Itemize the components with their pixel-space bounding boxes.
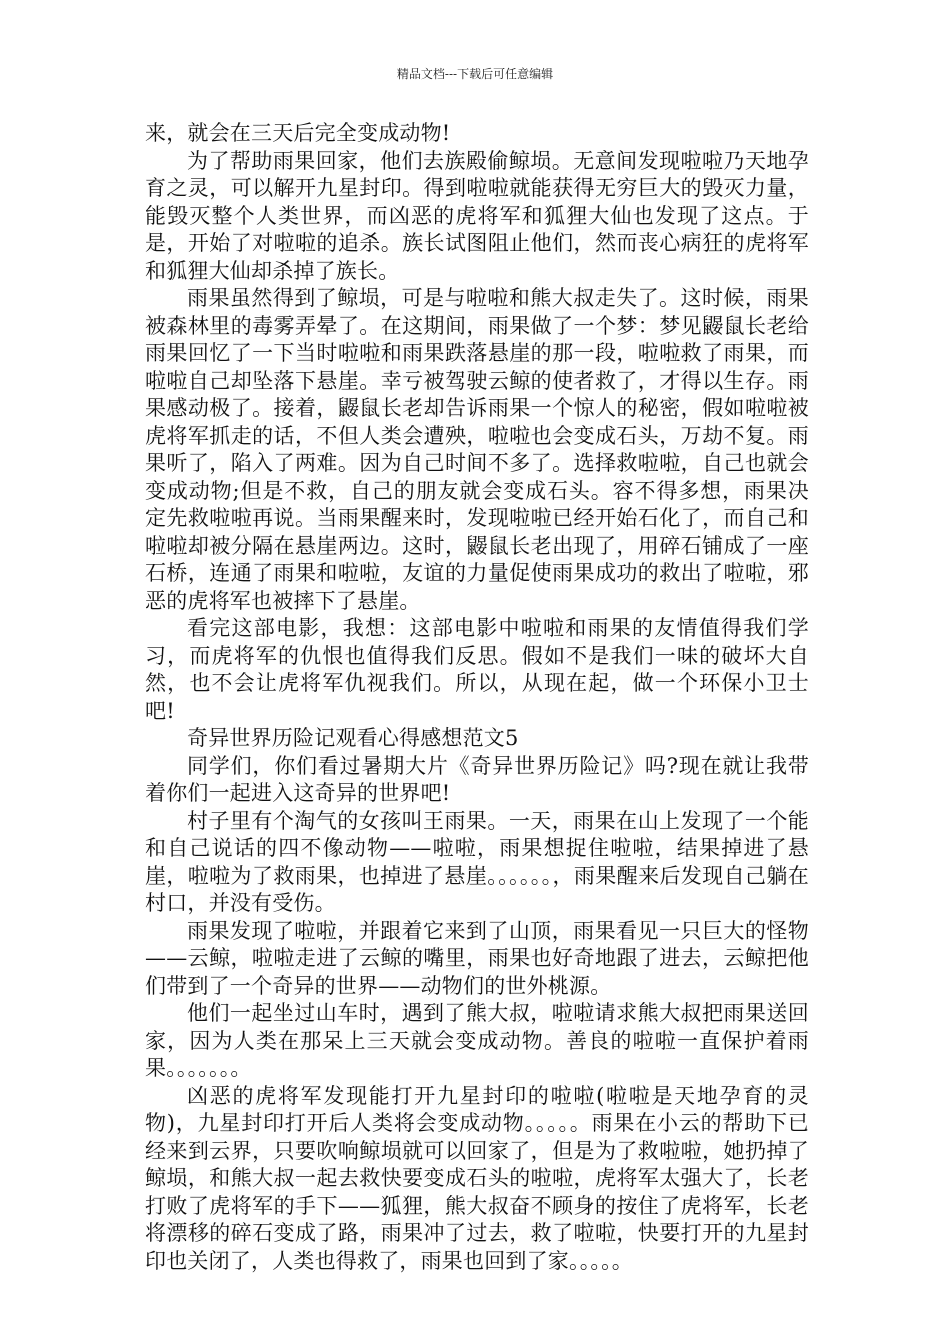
paragraph: 凶恶的虎将军发现能打开九星封印的啦啦(啦啦是天地孕育的灵物)，九星封印打开后人类将会变成动物。。。。。雨果在小云的帮助下已经来到云界，只要吹响鲸埙就可以回家了，但是为了救啦啦，她扔掉了鲸埙，和熊大叔一起去救快要变成石头的啦啦，虎将军太强大了，长老打败了虎将军的手下——狐狸，熊大叔奋不顾身的按住了虎将军，长老将漂移的碎石变成了路，雨果冲了过去，救了啦啦，快要打开的九星封印也关闭了，人类也得救了，雨果也回到了家。。。。。 bbox=[145, 1083, 809, 1273]
paragraph: 雨果发现了啦啦，并跟着它来到了山顶，雨果看见一只巨大的怪物——云鲸，啦啦走进了云鲸的嘴里，雨果也好奇地跟了进去，云鲸把他们带到了一个奇异的世界——动物们的世外桃源。 bbox=[145, 918, 809, 998]
paragraph: 雨果虽然得到了鲸埙，可是与啦啦和熊大叔走失了。这时候，雨果被森林里的毒雾弄晕了。在这期间，雨果做了一个梦：梦见鼹鼠长老给雨果回忆了一下当时啦啦和雨果跌落悬崖的那一段，啦啦救了雨果，而啦啦自己却坠落下悬崖。幸亏被驾驶云鲸的使者救了，才得以生存。雨果感动极了。接着，鼹鼠长老却告诉雨果一个惊人的秘密，假如啦啦被虎将军抓走的话，不但人类会遭殃，啦啦也会变成石头，万劫不复。雨果听了，陷入了两难。因为自己时间不多了。选择救啦啦，自己也就会变成动物;但是不救，自己的朋友就会变成石头。容不得多想，雨果决定先救啦啦再说。当雨果醒来时，发现啦啦已经开始石化了，而自己和啦啦却被分隔在悬崖两边。这时，鼹鼠长老出现了，用碎石铺成了一座石桥，连通了雨果和啦啦，友谊的力量促使雨果成功的救出了啦啦，邪恶的虎将军也被摔下了悬崖。 bbox=[145, 286, 809, 613]
paragraph: 为了帮助雨果回家，他们去族殿偷鲸埙。无意间发现啦啦乃天地孕育之灵，可以解开九星封印。得到啦啦就能获得无穷巨大的毁灭力量，能毁灭整个人类世界，而凶恶的虎将军和狐狸大仙也发现了这点。于是，开始了对啦啦的追杀。族长试图阻止他们，然而丧心病狂的虎将军和狐狸大仙却杀掉了族长。 bbox=[145, 148, 809, 283]
paragraph: 村子里有个淘气的女孩叫王雨果。一天，雨果在山上发现了一个能和自己说话的四不像动物——啦啦，雨果想捉住啦啦，结果掉进了悬崖，啦啦为了救雨果，也掉进了悬崖。。。。。。，雨果醒来后发现自己躺在村口，并没有受伤。 bbox=[145, 808, 809, 915]
paragraph: 同学们，你们看过暑期大片《奇异世界历险记》吗?现在就让我带着你们一起进入这奇异的世界吧! bbox=[145, 753, 809, 805]
page-header: 精品文档---下载后可任意编辑 bbox=[396, 67, 554, 81]
document-body bbox=[145, 120, 809, 1275]
paragraph: 来，就会在三天后完全变成动物! bbox=[145, 121, 451, 145]
paragraph: 看完这部电影，我想：这部电影中啦啦和雨果的友情值得我们学习，而虎将军的仇恨也值得我们反思。假如不是我们一味的破坏大自然，也不会让虎将军仇视我们。所以，从现在起，做一个环保小卫士吧! bbox=[145, 616, 809, 723]
paragraph: 奇异世界历险记观看心得感想范文5 bbox=[187, 726, 519, 750]
paragraph: 他们一起坐过山车时，遇到了熊大叔，啦啦请求熊大叔把雨果送回家，因为人类在那呆上三天就会变成动物。善良的啦啦一直保护着雨果。。。。。。。 bbox=[145, 1001, 809, 1080]
